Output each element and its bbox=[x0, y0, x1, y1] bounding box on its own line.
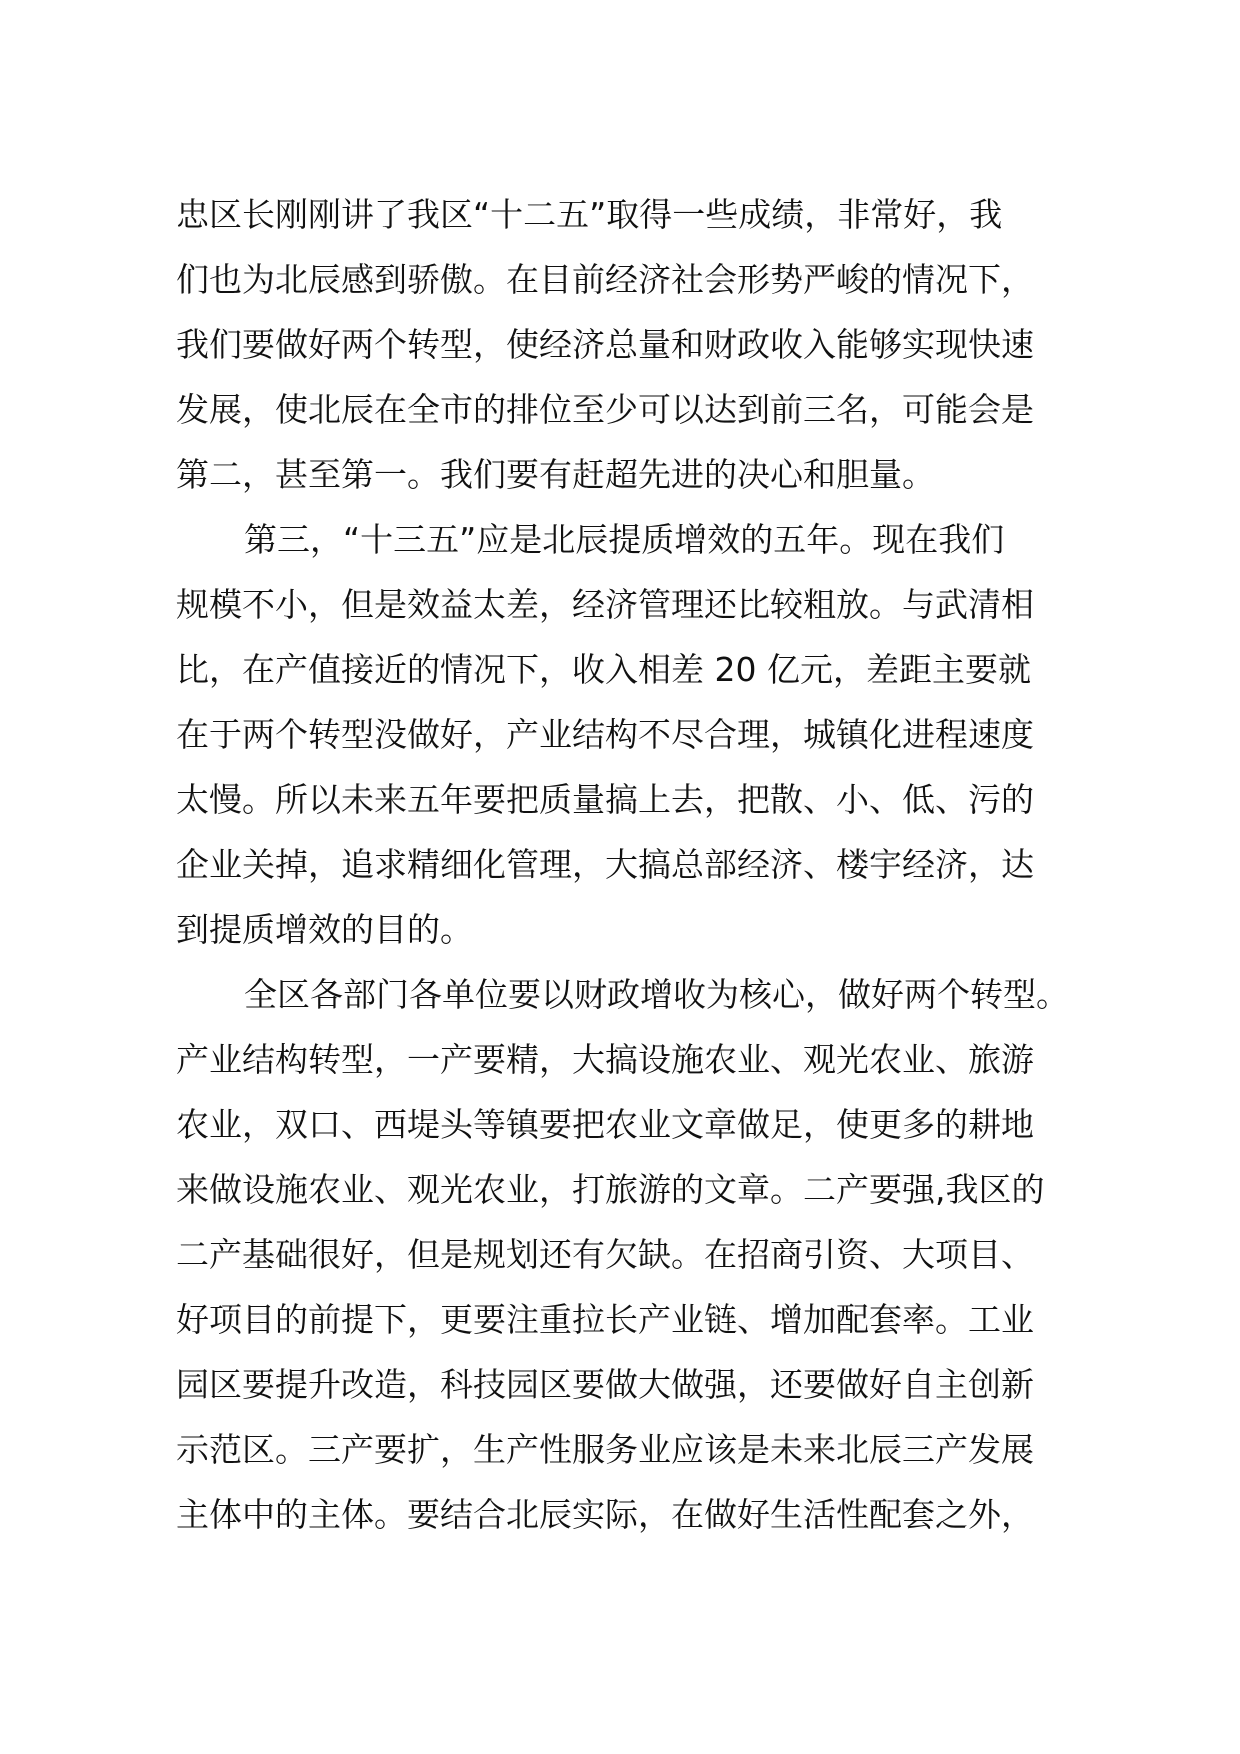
text-line: 主体中的主体。要结合北辰实际，在做好生活性配套之外， bbox=[176, 1495, 1034, 1534]
paragraph-first-line: 全区各部门各单位要以财政增收为核心，做好两个转型。 bbox=[244, 975, 1069, 1014]
text-line: 好项目的前提下，更要注重拉长产业链、增加配套率。工业 bbox=[176, 1300, 1034, 1339]
text-line: 我们要做好两个转型，使经济总量和财政收入能够实现快速 bbox=[176, 325, 1034, 364]
text-line: 来做设施农业、观光农业，打旅游的文章。二产要强,我区的 bbox=[176, 1170, 1045, 1209]
text-line: 在于两个转型没做好，产业结构不尽合理，城镇化进程速度 bbox=[176, 715, 1034, 754]
text-line: 二产基础很好，但是规划还有欠缺。在招商引资、大项目、 bbox=[176, 1235, 1034, 1274]
body-text bbox=[176, 182, 1076, 1547]
text-line: 发展，使北辰在全市的排位至少可以达到前三名，可能会是 bbox=[176, 390, 1034, 429]
text-line: 太慢。所以未来五年要把质量搞上去，把散、小、低、污的 bbox=[176, 780, 1034, 819]
text-line: 企业关掉，追求精细化管理，大搞总部经济、楼宇经济，达 bbox=[176, 845, 1034, 884]
text-line: 规模不小，但是效益太差，经济管理还比较粗放。与武清相 bbox=[176, 585, 1034, 624]
paragraph-first-line: 第三，“十三五”应是北辰提质增效的五年。现在我们 bbox=[244, 520, 1005, 559]
text-line: 忠区长刚刚讲了我区“十二五”取得一些成绩，非常好，我 bbox=[176, 195, 1003, 234]
text-line: 比，在产值接近的情况下，收入相差 20 亿元，差距主要就 bbox=[176, 650, 1031, 689]
text-line: 园区要提升改造，科技园区要做大做强，还要做好自主创新 bbox=[176, 1365, 1034, 1404]
text-line: 到提质增效的目的。 bbox=[176, 910, 473, 949]
text-line: 第二，甚至第一。我们要有赶超先进的决心和胆量。 bbox=[176, 455, 935, 494]
text-line: 们也为北辰感到骄傲。在目前经济社会形势严峻的情况下， bbox=[176, 260, 1034, 299]
text-line: 产业结构转型，一产要精，大搞设施农业、观光农业、旅游 bbox=[176, 1040, 1034, 1079]
text-line: 示范区。三产要扩，生产性服务业应该是未来北辰三产发展 bbox=[176, 1430, 1034, 1469]
text-line: 农业，双口、西堤头等镇要把农业文章做足，使更多的耕地 bbox=[176, 1105, 1034, 1144]
